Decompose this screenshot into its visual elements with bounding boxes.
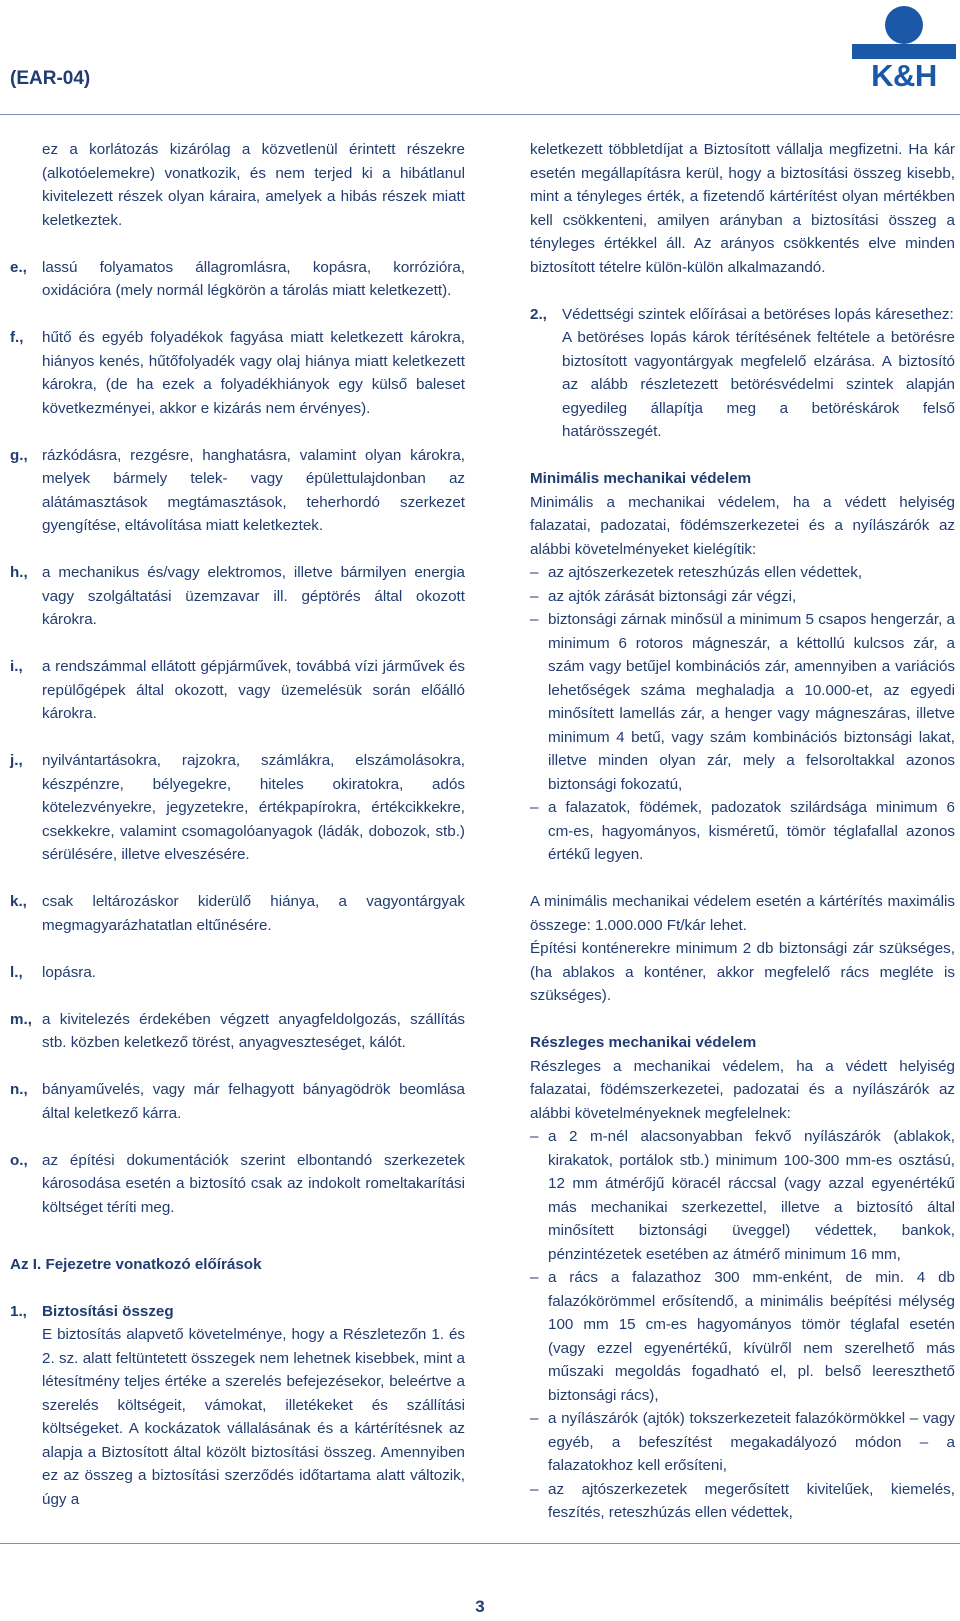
left-column [10, 138, 465, 1511]
minimal-intro: Minimális a mechanikai védelem, ha a védett helyiség falazatai, padozatai, födémszerkezetei és a nyílászárók az alábbi követelményeket kielégítik: [530, 493, 955, 558]
list-item [530, 608, 955, 796]
list-item [10, 890, 465, 937]
item-text: az építési dokumentációk szerint elbontandó szerkezetek károsodása esetén a biztosító csak az indokolt romeltakarítási költséget téríti meg. [42, 1151, 465, 1216]
item-label: g., [10, 446, 28, 464]
dash-text: biztonsági zárnak minősül a minimum 5 csapos hengerzár, a minimum 6 rotoros mágneszár, a kéttollú kulcsos zár, a szám vagy betűjel kombinációs zár, amennyiben a variációs lehetőségek száma meghaladja a 10.000-et, az egyedi minősített lamellás zár, a henger vagy mágneszáras, illetve minimum 4 betű, vagy szám kombinációs biztonsági lakat, illetve minden olyan zár, mely a felsoroltakkal azonos biztonsági fokozatú, [548, 611, 955, 793]
dash-marker: – [530, 1128, 539, 1145]
item-text: nyilvántartásokra, rajzokra, számlákra, elszámolásokra, készpénzre, bélyegekre, hiteles okiratokra, adós kötelezvényekre, jegyzetekre, értékpapírokra, értékcikkekre, csekkekre, valamint csomagolóanyagok (ládák, dobozok, stb.) sérülésére, illetve elveszésére. [42, 752, 465, 863]
section-2-title: Védettségi szintek előírásai a betöréses lopás káresethez: [562, 305, 954, 323]
list-item [10, 749, 465, 867]
page-number: 3 [475, 1597, 485, 1616]
section-2-text: A betöréses lopás károk térítésének feltétele a betörésre biztosított vagyontárgyak megfelelő elzárása. A biztosító az alább részletezett betörésvédelmi szintek alapján egyedileg állapítja meg a betöréskárok felső határösszegét. [562, 329, 955, 440]
dash-text: a rács a falazathoz 300 mm-enként, de min. 4 db falazókörömmel erősítendő, a minimális beépítési mélység 100 mm 15 cm-es hagyományos tömör téglafal esetén (vagy ezzel egyenértékű, kívülről nem szerelhető más műszaki megoldás fogadható el, pl. belső leereszthető biztonsági rács), [548, 1269, 955, 1404]
list-item [10, 561, 465, 632]
doc-code: (EAR-04) [10, 68, 91, 89]
item-label: j., [10, 752, 23, 769]
list-item [530, 585, 955, 609]
section-1 [10, 1300, 465, 1324]
item-text: a mechanikus és/vagy elektromos, illetve bármilyen energia vagy szolgáltatási üzemzavar ill. géptörés által okozott károkra. [42, 564, 465, 628]
logo-bar [852, 44, 956, 59]
dash-text: a 2 m-nél alacsonyabban fekvő nyílászárók (ablakok, kirakatok, portálok stb.) minimum 100-300 mm-es osztású, 12 mm átmérőjű köracél ráccsal (vagy azzal egyenértékű más mechanikai szerkezettel, illetve a biztosító által minősített biztonsági üveggel) védettek, bankok, pénzintézetek esetében az átmérő minimum 16 mm, [548, 1128, 955, 1263]
list-item [530, 796, 955, 867]
list-item [530, 561, 955, 585]
item-text: a rendszámmal ellátott gépjárművek, továbbá vízi járművek és repülőgépek által okozott, vagy üzemelésük során előálló károkra. [42, 658, 465, 722]
dash-text: a nyílászárók (ajtók) tokszerkezeteit falazókörmökkel – vagy egyéb, a befeszítést megakadályozó módon – a falazatokhoz kell erősíteni, [548, 1410, 955, 1474]
section-heading: Az I. Fejezetre vonatkozó előírások [10, 1255, 262, 1273]
section-1-label: 1., [10, 1302, 27, 1320]
dash-marker: – [530, 1269, 539, 1286]
list-item [10, 1149, 465, 1220]
item-text: bányaművelés, vagy már felhagyott bányagödrök beomlása által keletkező kárra. [42, 1081, 465, 1122]
right-column [530, 138, 955, 1525]
section-1-title: Biztosítási összeg [42, 1302, 174, 1320]
item-label: f., [10, 329, 24, 346]
kh-logo [852, 6, 956, 93]
list-item [530, 1125, 955, 1266]
list-item [10, 256, 465, 303]
section-2-label: 2., [530, 305, 547, 323]
item-text: lopásra. [42, 963, 97, 981]
dash-marker: – [530, 587, 539, 605]
list-item [10, 1008, 465, 1055]
list-item [10, 444, 465, 538]
dash-marker: – [530, 1410, 539, 1427]
list-item [530, 1266, 955, 1407]
dash-text: az ajtószerkezetek reteszhúzás ellen védettek, [548, 564, 863, 581]
dash-marker: – [530, 1480, 539, 1498]
item-text: a kivitelezés érdekében végzett anyagfeldolgozás, szállítás stb. közben keletkező törést, anyagveszteséget, kálót. [42, 1010, 465, 1051]
list-item [10, 961, 465, 985]
dash-marker: – [530, 564, 539, 581]
container-paragraph: Építési konténerekre minimum 2 db biztonsági zár szükséges, (ha ablakos a konténer, akkor megfelelő rács megléte is szükséges). [530, 940, 955, 1004]
item-label: e., [10, 258, 27, 276]
partial-intro: Részleges a mechanikai védelem, ha a védett helyiség falazatai, födémszerkezetei, padozatai és a nyílászárók az alábbi követelményeknek megfelelnek: [530, 1057, 955, 1122]
list-item [530, 1407, 955, 1478]
continuation-paragraph: keletkezett többletdíjat a Biztosított vállalja megfizetni. Ha kár esetén megállapításra kerül, hogy a biztosítási összeg kisebb, mint a tényleges érték, a fizetendő kártérítést olyan mértékben kell csökkenteni, amilyen arányban a biztosítási összeg a tényleges értékkel áll. Az arányos csökkentés elve minden biztosított tételre külön-külön alkalmazandó. [530, 141, 955, 276]
list-item [10, 655, 465, 726]
intro-paragraph: ez a korlátozás kizárólag a közvetlenül érintett részekre (alkotóelemekre) vonatkozik, és nem terjed ki a hibátlanul kivitelezett részek olyan káraira, amelyek a hibás részek miatt keletkeztek. [42, 141, 465, 229]
item-label: o., [10, 1151, 28, 1169]
item-label: k., [10, 893, 27, 910]
item-text: csak leltározáskor kiderülő hiánya, a vagyontárgyak megmagyarázhatatlan eltűnésére. [42, 893, 465, 934]
item-text: hűtő és egyéb folyadékok fagyása miatt keletkezett károkra, hiányos kenés, hűtőfolyadék vagy olaj hiánya miatt keletkezett károkra, (de ha ezek a folyadékhiányok egy külső baleset következményei, akkor e kizárás nem érvényes). [42, 329, 465, 417]
list-item [10, 1078, 465, 1125]
minimal-heading: Minimális mechanikai védelem [530, 470, 752, 487]
section-1-text: E biztosítás alapvető követelménye, hogy a Részletezőn 1. és 2. sz. alatt feltüntetett összegek nem lehetnek kisebbek, mint a létesítmény teljes értéke a szerelés befejezésekor, beleértve a szerelés költségeit, vámokat, illetékeket és szállítási költségeket. A kockázatok vállalásának és a kártérítésnek az alapja a Biztosított által közölt biztosítási összeg. Amennyiben ez az összeg a biztosítási szerződés időtartama alatt változik, úgy a [42, 1326, 465, 1508]
header-rule [0, 114, 960, 115]
list-item [10, 326, 465, 420]
item-text: rázkódásra, rezgésre, hanghatásra, valamint olyan károkra, melyek bármely telek- vagy épülettulajdonban az alátámasztások megtámasztások, teherhordó szerkezet gyengítése, eltávolítása miatt keletkeztek. [42, 446, 465, 534]
dash-marker: – [530, 799, 539, 816]
minimal-max-paragraph: A minimális mechanikai védelem esetén a kártérítés maximális összege: 1.000.000 Ft/kár lehet. [530, 893, 955, 934]
dash-text: az ajtók zárását biztonsági zár végzi, [548, 587, 797, 605]
partial-heading: Részleges mechanikai védelem [530, 1034, 757, 1051]
dash-text: az ajtószerkezetek megerősített kivitelűek, kiemelés, feszítés, reteszhúzás ellen védettek, [548, 1480, 955, 1521]
logo-text: K&H [871, 58, 937, 93]
dash-text: a falazatok, födémek, padozatok szilárdsága minimum 6 cm-es, hagyományos, kisméretű, tömör téglafallal azonos értékű legyen. [548, 799, 955, 863]
footer-rule [0, 1543, 960, 1544]
item-label: i., [10, 658, 23, 675]
item-label: m., [10, 1010, 32, 1028]
item-label: l., [10, 963, 23, 981]
list-item [530, 1478, 955, 1525]
item-text: lassú folyamatos állagromlásra, kopásra, korrózióra, oxidációra (mely normál légkörön a tárolás miatt keletkezett). [42, 258, 465, 299]
item-label: n., [10, 1081, 28, 1098]
section-2 [530, 303, 955, 327]
dash-marker: – [530, 611, 539, 628]
logo-ball [885, 6, 923, 44]
item-label: h., [10, 564, 28, 581]
